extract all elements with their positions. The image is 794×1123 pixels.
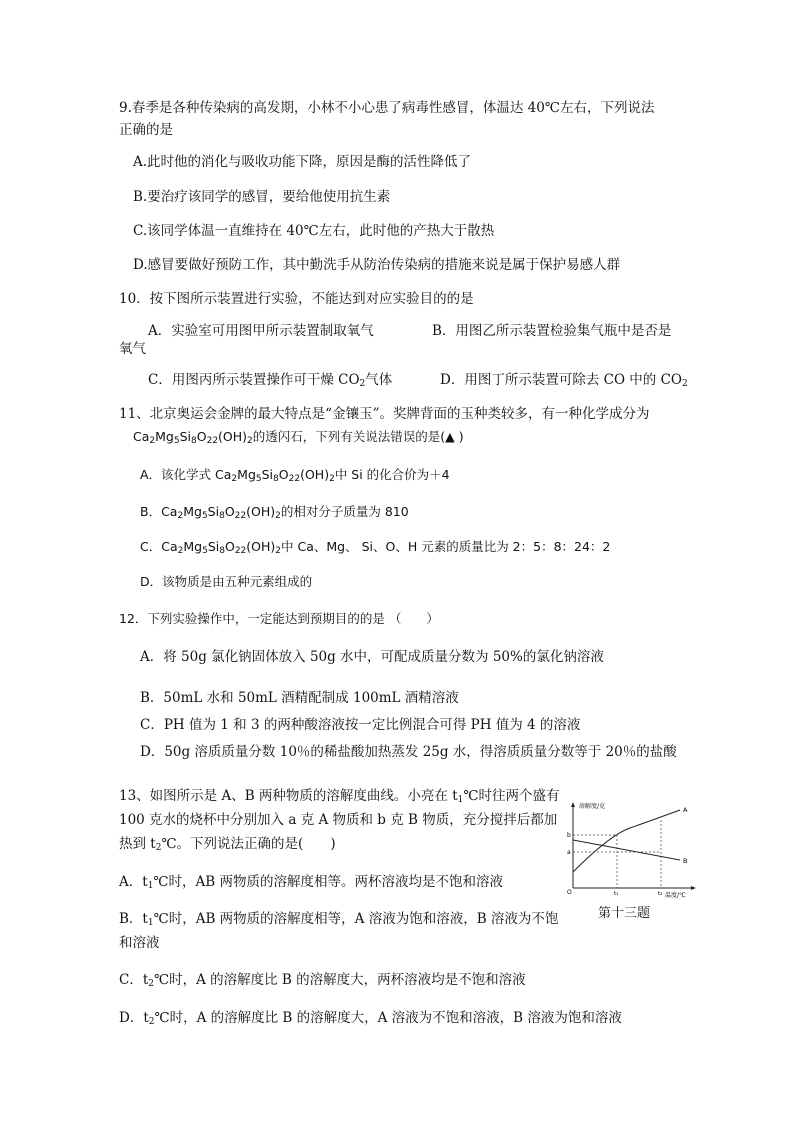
q9-option-b: B.要治疗该同学的感冒，要给他使用抗生素 xyxy=(133,189,391,205)
q13-option-b-cont: 和溶液 xyxy=(119,935,160,951)
q10-option-d: D．用图丁所示装置可除去 CO 中的 $CO_2$ xyxy=(440,372,688,389)
q13-option-d: D．$t_2℃$时，A 的溶解度比 B 的溶解度大，A 溶液为不饱和溶液，B 溶液为饱和溶液 xyxy=(119,1010,622,1027)
q13-stem-line1: 13、如图所示是 A、B 两种物质的溶解度曲线。小亮在 $t_1℃$时往两个盛有 xyxy=(119,788,560,805)
q13-option-a: A．$t_1℃$时，AB 两物质的溶解度相等。两杯溶液均是不饱和溶液 xyxy=(119,874,503,891)
chemical-formula: $Ca_2Mg_5Si_8O_{22}(OH)_2$ xyxy=(133,429,253,446)
curve-b-label: B xyxy=(683,857,688,865)
q11-option-b: B．$Ca_2Mg_5Si_8O_{22}(OH)_2$的相对分子质量为 810 xyxy=(140,504,409,521)
q10-option-b-cont: 氧气 xyxy=(119,341,146,357)
q10-option-a: A．实验室可用图甲所示装置制取氧气 xyxy=(148,323,374,339)
x-axis-arrow xyxy=(691,886,696,890)
q11-option-d: D．该物质是由五种元素组成的 xyxy=(140,574,313,589)
x-axis-label: 温度/℃ xyxy=(665,892,686,899)
tick-a: a xyxy=(567,849,571,856)
q9-stem-line1: 9.春季是各种传染病的高发期，小林不小心患了病毒性感冒，体温达 40℃左右，下列说法 xyxy=(119,100,655,116)
q12-option-b: B．50mL 水和 50mL 酒精配制成 100mL 酒精溶液 xyxy=(140,690,459,706)
q12-option-c: C．PH 值为 1 和 3 的两种酸溶液按一定比例混合可得 PH 值为 4 的溶液 xyxy=(140,717,581,733)
q10-option-c: C．用图丙所示装置操作可干燥 $CO_2$气体 xyxy=(148,372,393,389)
q12-stem: 12．下列实验操作中，一定能达到预期目的的是 （ ） xyxy=(119,611,439,626)
q11-stem-line1: 11、北京奥运会金牌的最大特点是“金镶玉”。奖牌背面的玉种类较多，有一种化学成分为 xyxy=(119,406,650,422)
origin-label: O xyxy=(567,889,572,896)
y-axis-arrow xyxy=(571,802,575,807)
tick-t1: t₁ xyxy=(614,891,619,897)
figure-caption: 第十三题 xyxy=(598,906,651,921)
q12-option-d: D．50g 溶质质量分数 10％的稀盐酸加热蒸发 25g 水，得溶质质量分数等于 20％的盐酸 xyxy=(140,744,677,760)
q13-option-c: C．$t_2℃$时，A 的溶解度比 B 的溶解度大，两杯溶液均是不饱和溶液 xyxy=(119,972,526,989)
tick-t2: t₂ xyxy=(658,891,663,897)
q12-option-a: A．将 50g 氯化钠固体放入 50g 水中，可配成质量分数为 50%的氯化钠溶液 xyxy=(140,649,604,665)
q13-option-b: B．$t_1℃$时，AB 两物质的溶解度相等，A 溶液为饱和溶液，B 溶液为不饱 xyxy=(119,911,559,928)
q13-stem-line3: 热到 $t_2℃$。下列说法正确的是( ) xyxy=(119,836,336,853)
curve-a xyxy=(573,810,680,872)
q11-stem-line2: $Ca_2Mg_5Si_8O_{22}(OH)_2$的透闪石，下列有关说法错误的是(▲ ) xyxy=(133,429,464,446)
q9-option-a: A.此时他的消化与吸收功能下降，原因是酶的活性降低了 xyxy=(133,154,472,170)
q11-option-a: A．该化学式 $Ca_2Mg_5Si_8O_{22}(OH)_2$中 Si 的化合价为＋4 xyxy=(140,467,450,484)
q13-stem-line2: 100 克水的烧杯中分别加入 a 克 A 物质和 b 克 B 物质，充分搅拌后都加 xyxy=(119,812,558,828)
q9-stem-line2: 正确的是 xyxy=(119,122,173,138)
q11-option-c: C．$Ca_2Mg_5Si_8O_{22}(OH)_2$中 Ca、Mg、 Si、O、H 元素的质量比为 2：5：8：24：2 xyxy=(140,539,611,556)
tick-b: b xyxy=(567,832,571,839)
q10-option-b: B．用图乙所示装置检验集气瓶中是否是 xyxy=(432,323,672,339)
q9-option-d: D.感冒要做好预防工作，其中勤洗手从防治传染病的措施来说是属于保护易感人群 xyxy=(133,257,621,273)
q9-option-c: C.该同学体温一直维持在 40℃左右，此时他的产热大于散热 xyxy=(133,223,495,239)
solubility-curve-figure xyxy=(565,800,700,900)
q10-stem: 10．按下图所示装置进行实验，不能达到对应实验目的的是 xyxy=(119,291,474,307)
y-axis-label: 溶解度/克 xyxy=(579,803,606,810)
curve-a-label: A xyxy=(683,806,688,814)
